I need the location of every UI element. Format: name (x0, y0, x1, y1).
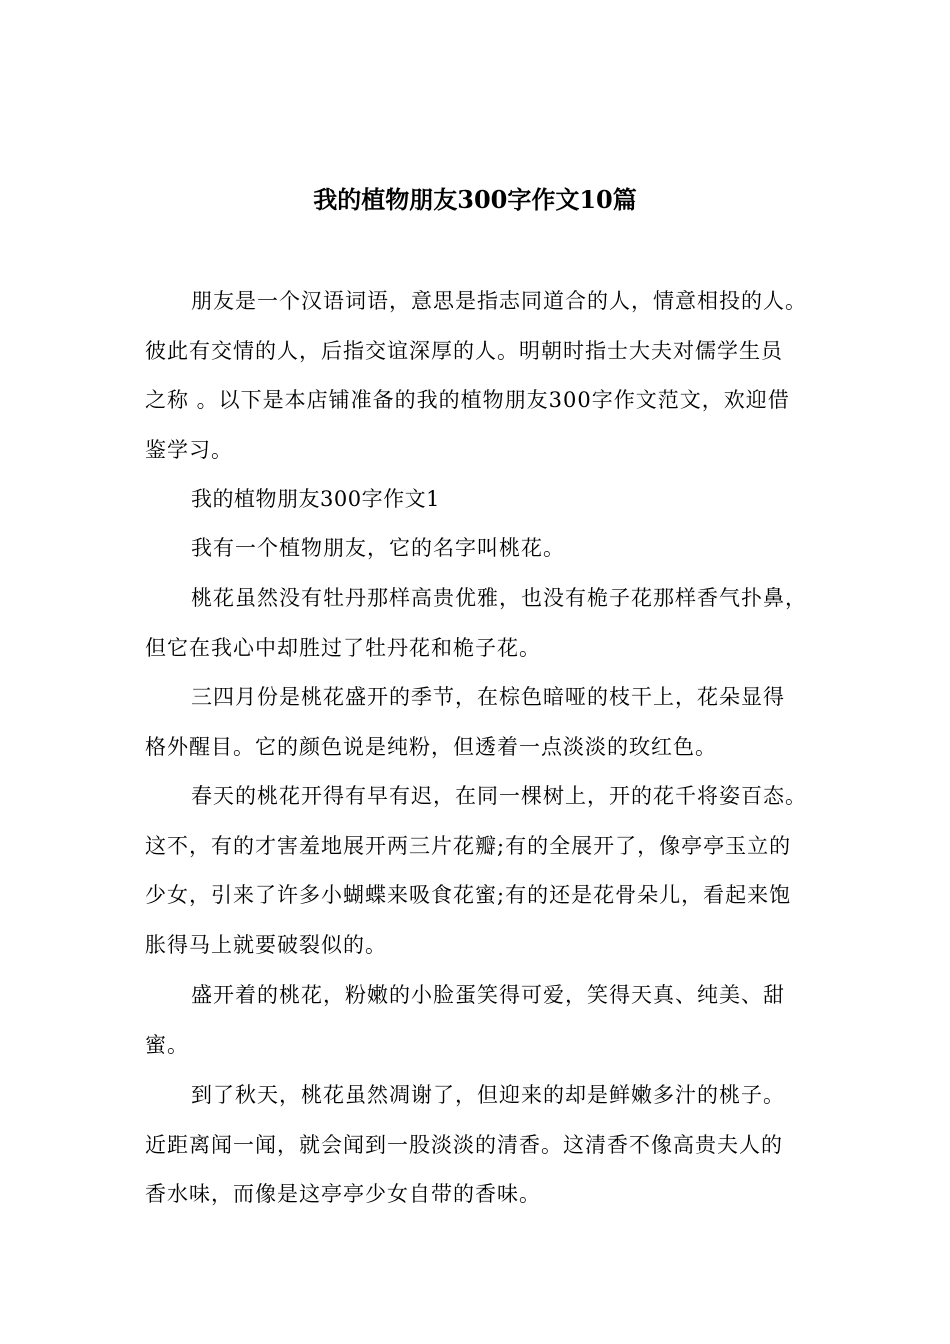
text-line: 近距离闻一闻，就会闻到一股淡淡的清香。这清香不像高贵夫人的 (145, 1132, 783, 1157)
text-line: 三四月份是桃花盛开的季节，在棕色暗哑的枝干上，花朵显得 (191, 685, 785, 709)
text-line: 春天的桃花开得有早有迟，在同一棵树上，开的花千将姿百态。 (191, 784, 807, 808)
body-paragraph (145, 673, 835, 772)
text-line: 格外醒目。它的颜色说是纯粉，但透着一点淡淡的玫红色。 (145, 734, 717, 759)
text-line: 到了秋天，桃花虽然凋谢了，但迎来的却是鲜嫩多汁的桃子。 (191, 1083, 785, 1107)
essay-heading: 我的植物朋友300字作文1 (191, 487, 440, 511)
body-paragraph (145, 574, 835, 673)
intro-paragraph (145, 277, 835, 475)
text-line: 少女，引来了许多小蝴蝶来吸食花蜜;有的还是花骨朵儿，看起来饱 (145, 883, 792, 907)
body-paragraph (145, 772, 835, 970)
body-paragraph (145, 1071, 835, 1220)
text-line: 之称 。以下是本店铺准备的我的植物朋友300字作文范文，欢迎借 (145, 388, 790, 412)
text-line: 这不，有的才害羞地展开两三片花瓣;有的全展开了，像亭亭玉立的 (145, 833, 792, 858)
text-line: 鉴学习。 (145, 437, 233, 462)
body-paragraph (145, 524, 835, 574)
body-paragraph (145, 971, 835, 1070)
text-line: 盛开着的桃花，粉嫩的小脸蛋笑得可爱，笑得天真、纯美、甜 (191, 983, 785, 1007)
text-line: 彼此有交情的人，后指交谊深厚的人。明朝时指士大夫对儒学生员 (145, 338, 783, 363)
text-line: 胀得马上就要破裂似的。 (145, 932, 387, 957)
text-line: 我有一个植物朋友，它的名字叫桃花。 (191, 536, 565, 560)
text-line: 但它在我心中却胜过了牡丹花和桅子花。 (145, 635, 541, 660)
text-line: 蜜。 (145, 1032, 189, 1057)
text-line: 朋友是一个汉语词语，意思是指志同道合的人，情意相投的人。 (191, 289, 807, 313)
text-line: 桃花虽然没有牡丹那样高贵优雅，也没有桅子花那样香气扑鼻， (191, 586, 807, 610)
document-title: 我的植物朋友300字作文10篇 (313, 185, 637, 214)
text-line: 香水味，而像是这亭亭少女自带的香味。 (145, 1182, 541, 1206)
